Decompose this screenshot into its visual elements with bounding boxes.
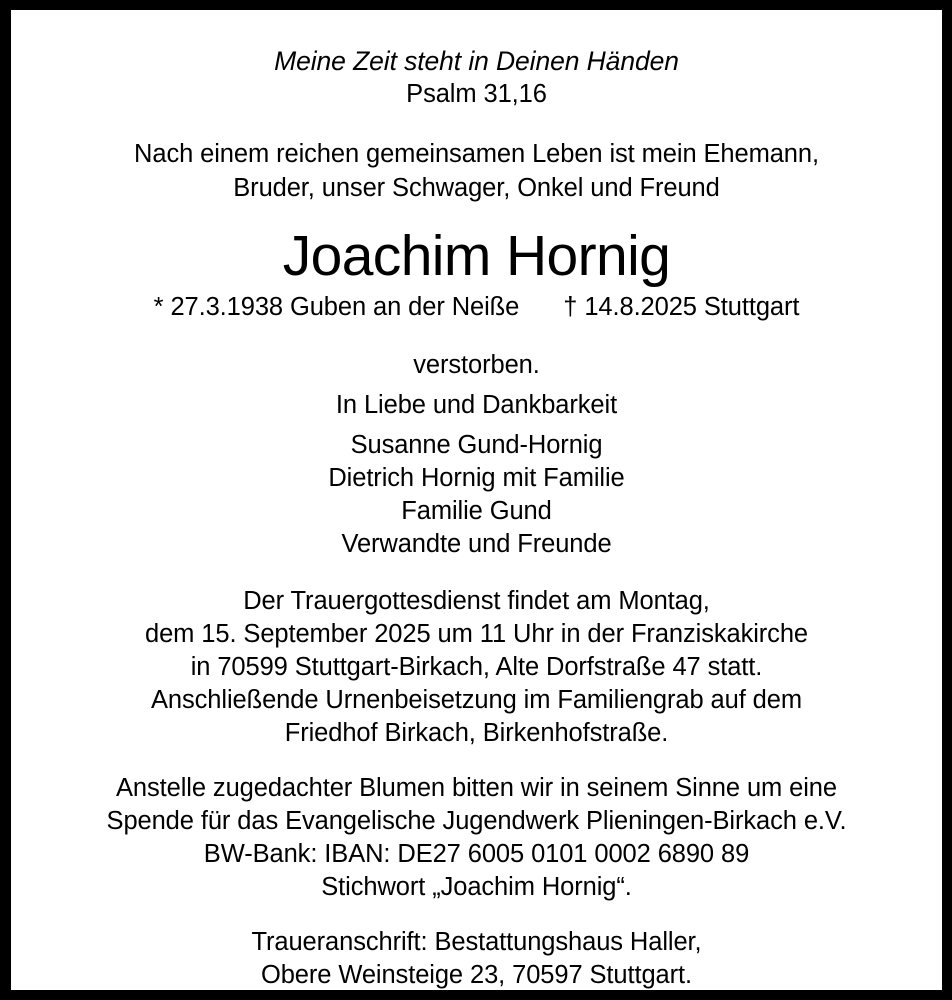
service-line: Der Trauergottesdienst findet am Montag, (243, 587, 710, 615)
life-dates (154, 291, 800, 323)
donation-block (107, 772, 847, 904)
service-line: Friedhof Birkach, Birkenhofstraße. (284, 719, 669, 747)
deceased-name: Joachim Hornig (282, 224, 671, 288)
epitaph-quote: Meine Zeit steht in Deinen Händen (274, 46, 679, 76)
death-date: 14.8.2025 (584, 293, 697, 321)
service-line: in 70599 Stuttgart-Birkach, Alte Dorfstraße 47 statt. (190, 653, 763, 681)
contact-line: Obere Weinsteige 23, 70597 Stuttgart. (260, 961, 692, 989)
contact-line: Traueranschrift: Bestattungshaus Haller, (251, 928, 702, 956)
birth-date: 27.3.1938 (170, 293, 283, 321)
mourning-block (328, 345, 624, 561)
intro-line: Bruder, unser Schwager, Onkel und Freund (233, 174, 720, 202)
mourner-list (328, 429, 624, 561)
list-item: Familie Gund (401, 497, 552, 525)
list-item: Susanne Gund-Hornig (350, 431, 603, 459)
birth-place: Guben an der Neiße (289, 293, 520, 321)
service-line: Anschließende Urnenbeisetzung im Familiengrab auf dem (151, 686, 802, 714)
birth-symbol: * (153, 293, 164, 321)
service-line: dem 15. September 2025 um 11 Uhr in der Franziskakirche (144, 620, 809, 648)
donation-reference-line: Stichwort „Joachim Hornig“. (321, 873, 632, 901)
identity-block (154, 223, 800, 323)
gratitude-text: In Liebe und Dankbarkeit (335, 391, 618, 419)
intro-line: Nach einem reichen gemeinsamen Leben ist mein Ehemann, (134, 140, 819, 168)
epitaph-source: Psalm 31,16 (406, 80, 547, 108)
donation-line: Spende für das Evangelische Jugendwerk Plieningen-Birkach e.V. (106, 807, 847, 835)
bank-iban-line: BW-Bank: IBAN: DE27 6005 0101 0002 6890 89 (203, 840, 750, 868)
deceased-status: verstorben. (413, 351, 540, 379)
epitaph-block (274, 44, 679, 111)
service-details-block (145, 585, 808, 750)
death-place: Stuttgart (703, 293, 800, 321)
obituary-sheet (11, 10, 942, 990)
contact-block (251, 926, 701, 992)
list-item: Dietrich Hornig mit Familie (328, 464, 625, 492)
list-item: Verwandte und Freunde (341, 530, 612, 558)
death-symbol: † (563, 293, 578, 321)
intro-block (134, 137, 819, 205)
donation-line: Anstelle zugedachter Blumen bitten wir in seinem Sinne um eine (116, 774, 837, 802)
